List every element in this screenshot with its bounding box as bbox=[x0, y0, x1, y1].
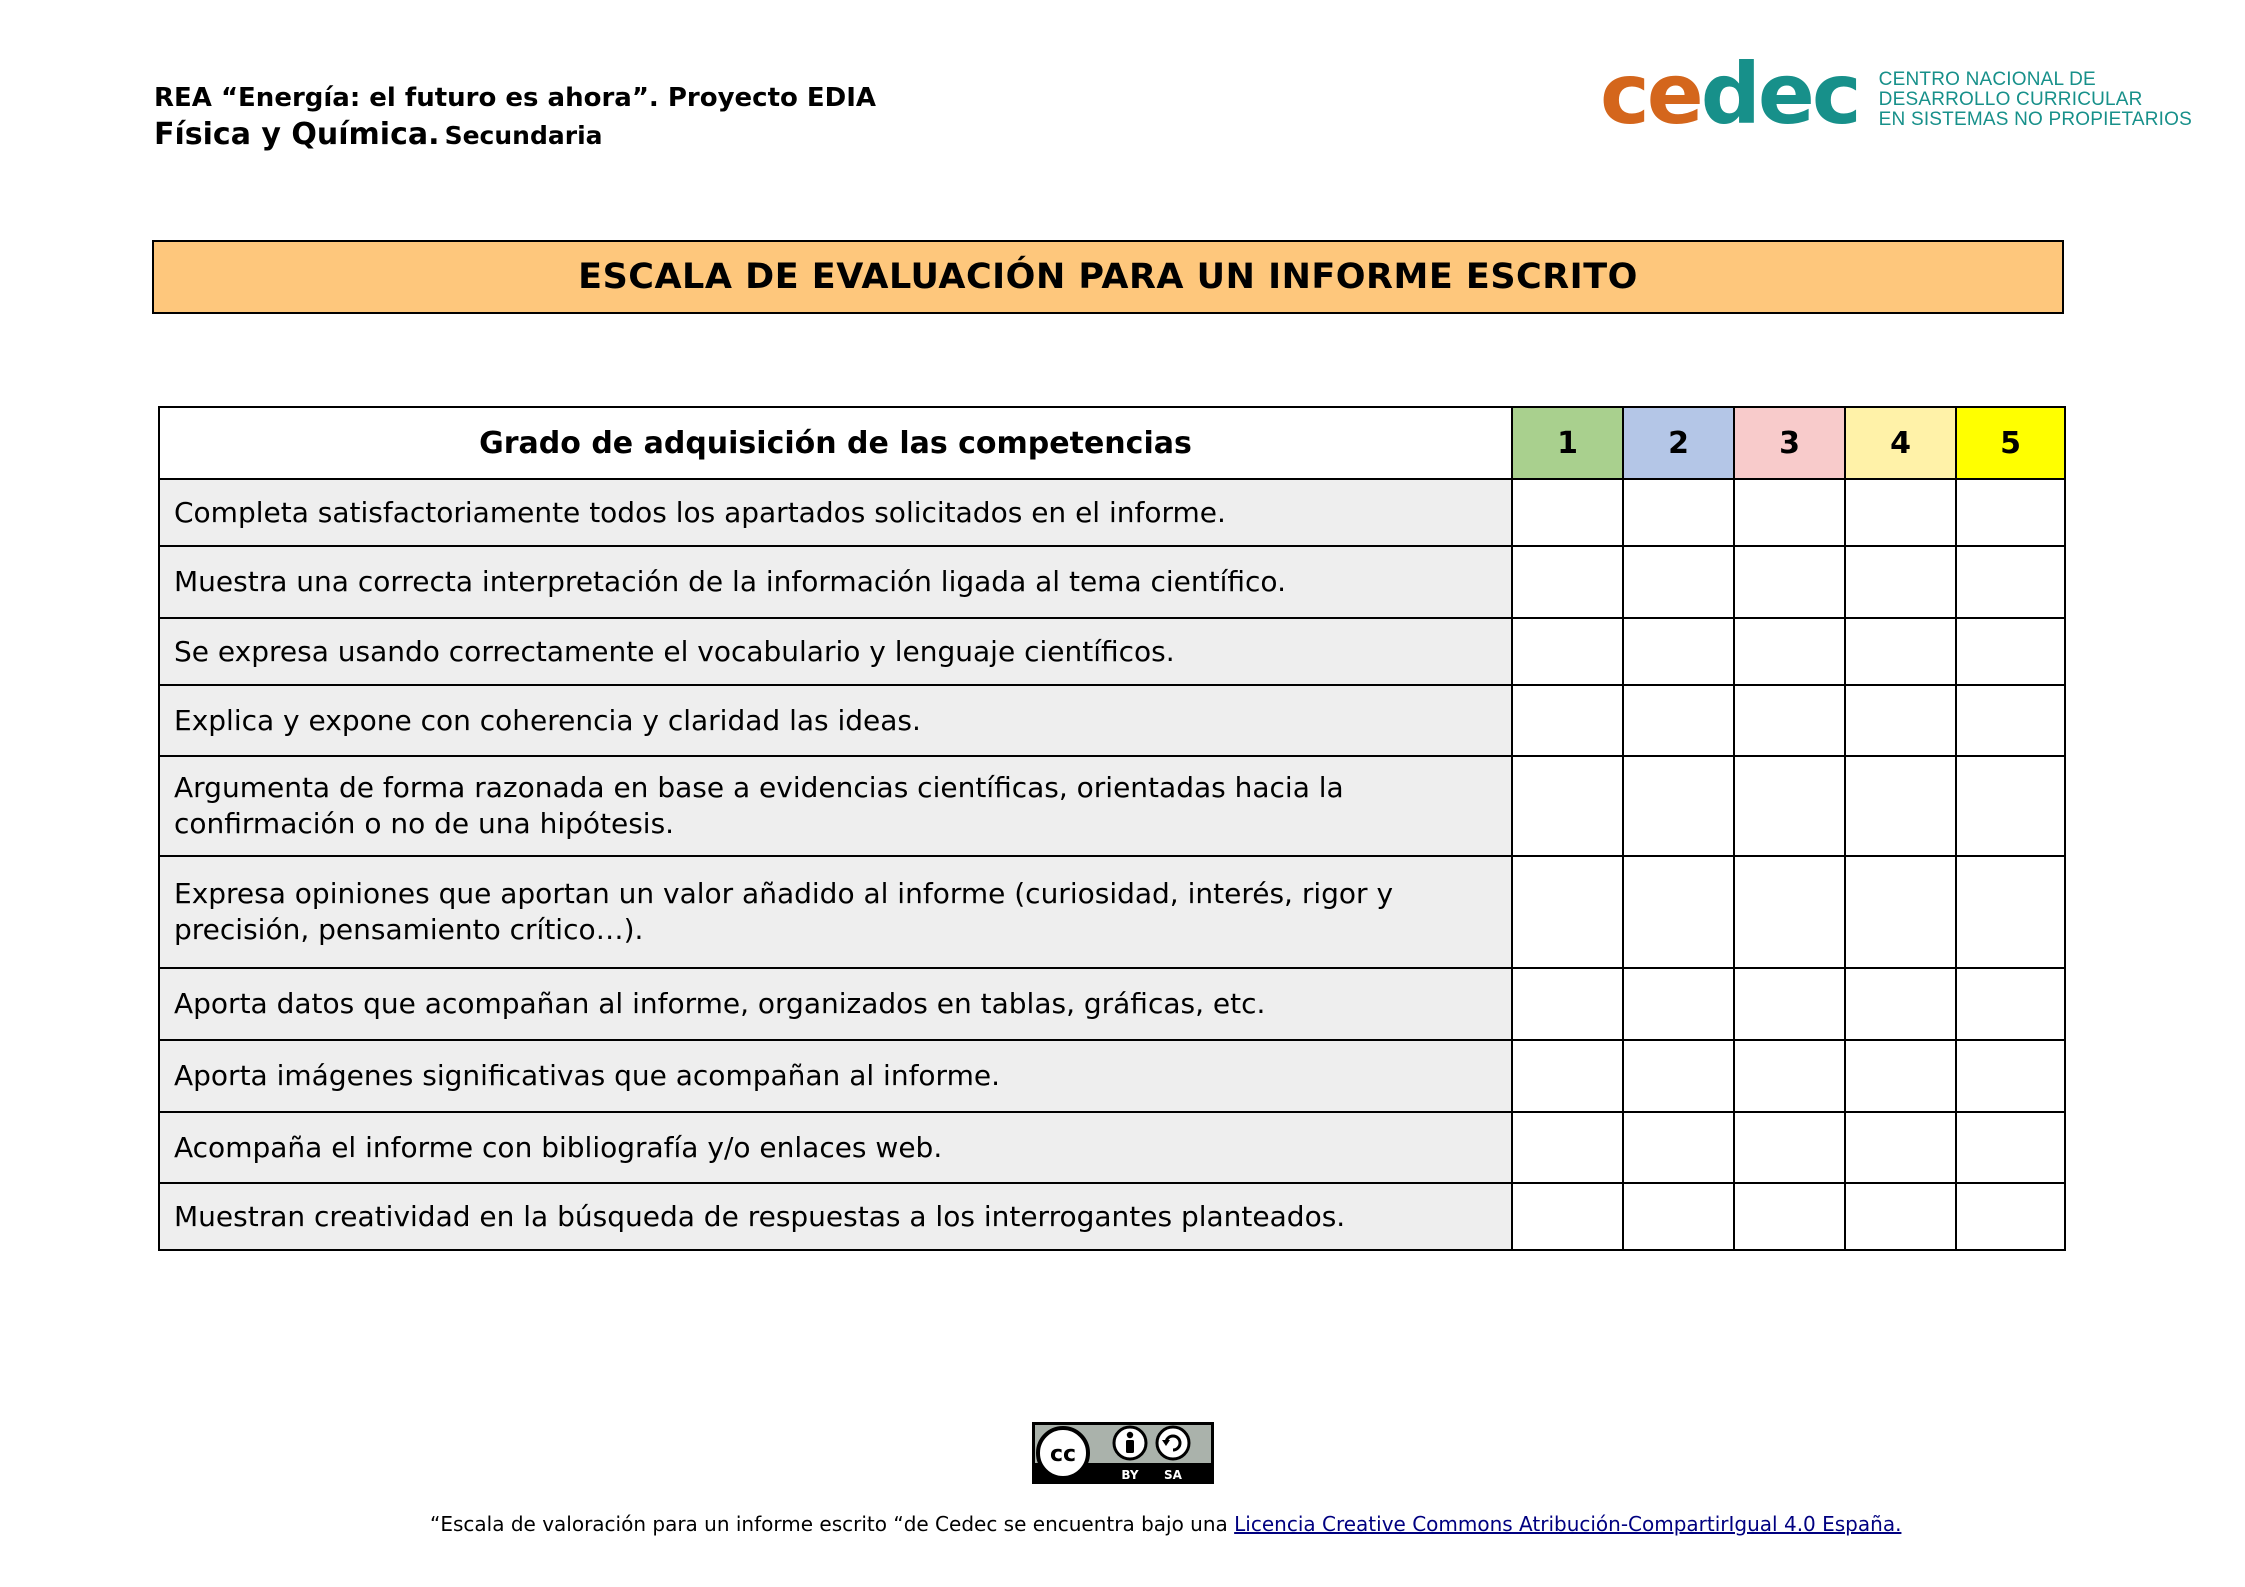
subject-name: Física y Química. bbox=[154, 117, 440, 152]
rating-cell-5[interactable] bbox=[1956, 756, 2065, 856]
criterion-text: Explica y expone con coherencia y claridad las ideas. bbox=[159, 685, 1512, 756]
criterion-text: Argumenta de forma razonada en base a evidencias científicas, orientadas hacia la confirmación o no de una hipótesis. bbox=[159, 756, 1512, 856]
table-row bbox=[159, 1112, 2065, 1183]
rating-cell-5[interactable] bbox=[1956, 546, 2065, 618]
rating-cell-4[interactable] bbox=[1845, 1112, 1956, 1183]
rating-cell-4[interactable] bbox=[1845, 856, 1956, 968]
evaluation-table bbox=[158, 406, 2066, 1251]
rating-cell-2[interactable] bbox=[1623, 685, 1734, 756]
rating-cell-5[interactable] bbox=[1956, 1183, 2065, 1250]
license-link[interactable]: Licencia Creative Commons Atribución-CompartirIgual 4.0 España. bbox=[1234, 1512, 1902, 1536]
education-level: Secundaria bbox=[444, 121, 603, 150]
criterion-text: Muestra una correcta interpretación de la información ligada al tema científico. bbox=[159, 546, 1512, 618]
rating-cell-2[interactable] bbox=[1623, 618, 1734, 685]
table-header-row bbox=[159, 407, 2065, 479]
rating-cell-3[interactable] bbox=[1734, 1183, 1845, 1250]
rating-cell-1[interactable] bbox=[1512, 1183, 1623, 1250]
criterion-text: Acompaña el informe con bibliografía y/o enlaces web. bbox=[159, 1112, 1512, 1183]
rating-cell-1[interactable] bbox=[1512, 479, 1623, 546]
criterion-text: Expresa opiniones que aportan un valor añadido al informe (curiosidad, interés, rigor y precisión, pensamiento crítico…). bbox=[159, 856, 1512, 968]
cedec-logo bbox=[1600, 45, 2192, 143]
rating-cell-2[interactable] bbox=[1623, 968, 1734, 1040]
criterion-text: Aporta imágenes significativas que acompañan al informe. bbox=[159, 1040, 1512, 1112]
table-row bbox=[159, 856, 2065, 968]
project-title: REA “Energía: el futuro es ahora”. Proyecto EDIA bbox=[154, 83, 877, 113]
rating-cell-3[interactable] bbox=[1734, 1112, 1845, 1183]
rating-cell-5[interactable] bbox=[1956, 1112, 2065, 1183]
table-row bbox=[159, 618, 2065, 685]
cedec-tagline: CENTRO NACIONAL DE DESARROLLO CURRICULAR EN SISTEMAS NO PROPIETARIOS bbox=[1878, 69, 2192, 130]
svg-text:cc: cc bbox=[1049, 1442, 1076, 1467]
table-row bbox=[159, 1183, 2065, 1250]
table-row bbox=[159, 968, 2065, 1040]
table-row bbox=[159, 546, 2065, 618]
rating-cell-3[interactable] bbox=[1734, 856, 1845, 968]
page-title: ESCALA DE EVALUACIÓN PARA UN INFORME ESCRITO bbox=[152, 240, 2064, 314]
rating-cell-4[interactable] bbox=[1845, 479, 1956, 546]
criterion-text: Se expresa usando correctamente el vocabulario y lenguaje científicos. bbox=[159, 618, 1512, 685]
rating-cell-5[interactable] bbox=[1956, 856, 2065, 968]
rating-cell-2[interactable] bbox=[1623, 856, 1734, 968]
rating-cell-2[interactable] bbox=[1623, 479, 1734, 546]
license-badge-area bbox=[0, 1422, 2245, 1488]
rating-cell-5[interactable] bbox=[1956, 479, 2065, 546]
table-row bbox=[159, 685, 2065, 756]
criterion-text: Completa satisfactoriamente todos los apartados solicitados en el informe. bbox=[159, 479, 1512, 546]
rating-cell-5[interactable] bbox=[1956, 1040, 2065, 1112]
rating-cell-1[interactable] bbox=[1512, 618, 1623, 685]
level-header-5: 5 bbox=[1956, 407, 2065, 479]
rating-cell-1[interactable] bbox=[1512, 546, 1623, 618]
rating-cell-1[interactable] bbox=[1512, 756, 1623, 856]
cc-by-sa-icon[interactable] bbox=[1032, 1422, 1214, 1484]
rating-cell-3[interactable] bbox=[1734, 479, 1845, 546]
rating-cell-1[interactable] bbox=[1512, 1040, 1623, 1112]
rating-cell-4[interactable] bbox=[1845, 968, 1956, 1040]
document-header bbox=[154, 80, 876, 158]
cc-by-label: BY bbox=[1120, 1468, 1139, 1482]
level-header-4: 4 bbox=[1845, 407, 1956, 479]
rating-cell-5[interactable] bbox=[1956, 618, 2065, 685]
rating-cell-4[interactable] bbox=[1845, 685, 1956, 756]
table-row bbox=[159, 1040, 2065, 1112]
level-header-2: 2 bbox=[1623, 407, 1734, 479]
criterion-text: Muestran creatividad en la búsqueda de respuestas a los interrogantes planteados. bbox=[159, 1183, 1512, 1250]
rating-cell-2[interactable] bbox=[1623, 1112, 1734, 1183]
rating-cell-5[interactable] bbox=[1956, 968, 2065, 1040]
cc-sa-label: SA bbox=[1163, 1468, 1182, 1482]
subject-line bbox=[154, 116, 876, 158]
license-statement: “Escala de valoración para un informe escrito “de Cedec se encuentra bajo una bbox=[430, 1512, 1235, 1536]
level-header-3: 3 bbox=[1734, 407, 1845, 479]
rating-cell-3[interactable] bbox=[1734, 756, 1845, 856]
rating-cell-4[interactable] bbox=[1845, 546, 1956, 618]
license-notice bbox=[430, 1512, 1901, 1536]
rating-cell-3[interactable] bbox=[1734, 685, 1845, 756]
rating-cell-1[interactable] bbox=[1512, 685, 1623, 756]
rating-cell-2[interactable] bbox=[1623, 756, 1734, 856]
rating-cell-4[interactable] bbox=[1845, 618, 1956, 685]
rating-cell-5[interactable] bbox=[1956, 685, 2065, 756]
rating-cell-4[interactable] bbox=[1845, 756, 1956, 856]
rating-cell-3[interactable] bbox=[1734, 968, 1845, 1040]
level-header-1: 1 bbox=[1512, 407, 1623, 479]
rating-cell-4[interactable] bbox=[1845, 1040, 1956, 1112]
rating-cell-4[interactable] bbox=[1845, 1183, 1956, 1250]
rating-cell-3[interactable] bbox=[1734, 618, 1845, 685]
rating-cell-2[interactable] bbox=[1623, 546, 1734, 618]
rating-cell-1[interactable] bbox=[1512, 1112, 1623, 1183]
table-row bbox=[159, 756, 2065, 856]
cedec-wordmark: cedec bbox=[1600, 45, 1859, 143]
rating-cell-1[interactable] bbox=[1512, 968, 1623, 1040]
rating-cell-3[interactable] bbox=[1734, 1040, 1845, 1112]
criteria-header: Grado de adquisición de las competencias bbox=[159, 407, 1512, 479]
table-row bbox=[159, 479, 2065, 546]
criterion-text: Aporta datos que acompañan al informe, organizados en tablas, gráficas, etc. bbox=[159, 968, 1512, 1040]
rating-cell-3[interactable] bbox=[1734, 546, 1845, 618]
rating-cell-2[interactable] bbox=[1623, 1183, 1734, 1250]
rating-cell-1[interactable] bbox=[1512, 856, 1623, 968]
rating-cell-2[interactable] bbox=[1623, 1040, 1734, 1112]
